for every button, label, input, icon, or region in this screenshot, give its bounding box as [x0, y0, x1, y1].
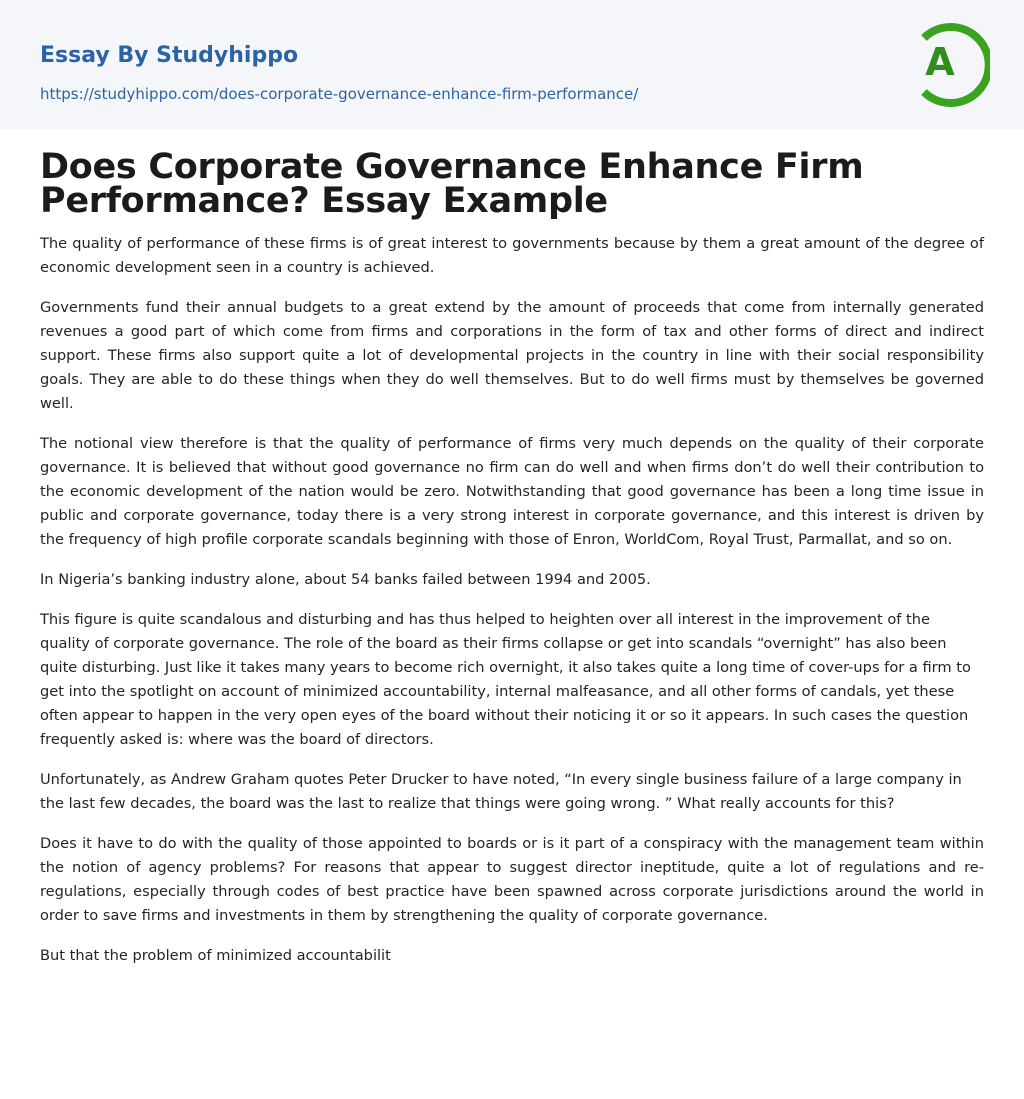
site-header	[0, 0, 1024, 129]
page-title: Does Corporate Governance Enhance Firm Performance? Essay Example	[40, 147, 864, 221]
page-url-link[interactable]: https://studyhippo.com/does-corporate-governance-enhance-firm-performance/	[40, 85, 639, 103]
article-paragraph-3: The notional view therefore is that the quality of performance of firms very much depends on the quality of their corporate governance. It is believed that without good governance no firm can do well and when firms don’t do well their contribution to the economic development of the nation would be zero. Notwithstanding that good governance has been a long time issue in public and corporate governance, today there is a very strong interest in corporate governance, and this interest is driven by the frequency of high profile corporate scandals beginning with those of Enron, WorldCom, Royal Trust, Parmallat, and so on.	[40, 435, 984, 548]
article-paragraph-1: The quality of performance of these firms is of great interest to governments because by them a great amount of the degree of economic development seen in a country is achieved.	[40, 235, 984, 276]
article-paragraph-2: Governments fund their annual budgets to a great extend by the amount of proceeds that come from internally generated revenues a good part of which come from firms and corporations in the form of tax and other forms of direct and indirect support. These firms also support quite a lot of developmental projects in the country in line with their social responsibility goals. They are able to do these things when they do well themselves. But to do well firms must by themselves be governed well.	[40, 299, 984, 412]
studyhippo-logo-icon[interactable]	[908, 16, 990, 108]
article-paragraph-4: In Nigeria’s banking industry alone, about 54 banks failed between 1994 and 2005.	[40, 571, 651, 588]
logo-letter: A	[925, 40, 955, 84]
article-content	[0, 129, 1024, 968]
article-paragraph-6: Unfortunately, as Andrew Graham quotes Peter Drucker to have noted, “In every single business failure of a large company in the last few decades, the board was the last to realize that things were going wrong. ” What really accounts for this?	[40, 771, 962, 812]
site-brand[interactable]: Essay By Studyhippo	[40, 43, 299, 68]
article-paragraph-5: This figure is quite scandalous and disturbing and has thus helped to heighten over all interest in the improvement of the quality of corporate governance. The role of the board as their firms collapse or get into scandals “overnight” has also been quite disturbing. Just like it takes many years to become rich overnight, it also takes quite a long time of cover-ups for a firm to get into the spotlight on account of minimized accountability, internal malfeasance, and all other forms of candals, yet these often appear to happen in the very open eyes of the board without their noticing it or so it appears. In such cases the question frequently asked is: where was the board of directors.	[40, 611, 971, 748]
article-paragraph-8: But that the problem of minimized accountabilit	[40, 947, 391, 964]
article-paragraph-7: Does it have to do with the quality of those appointed to boards or is it part of a conspiracy with the management team within the notion of agency problems? For reasons that appear to suggest director ineptitude, quite a lot of regulations and re-regulations, especially through codes of best practice have been spawned across corporate jurisdictions around the world in order to save firms and investments in them by strengthening the quality of corporate governance.	[40, 835, 984, 924]
